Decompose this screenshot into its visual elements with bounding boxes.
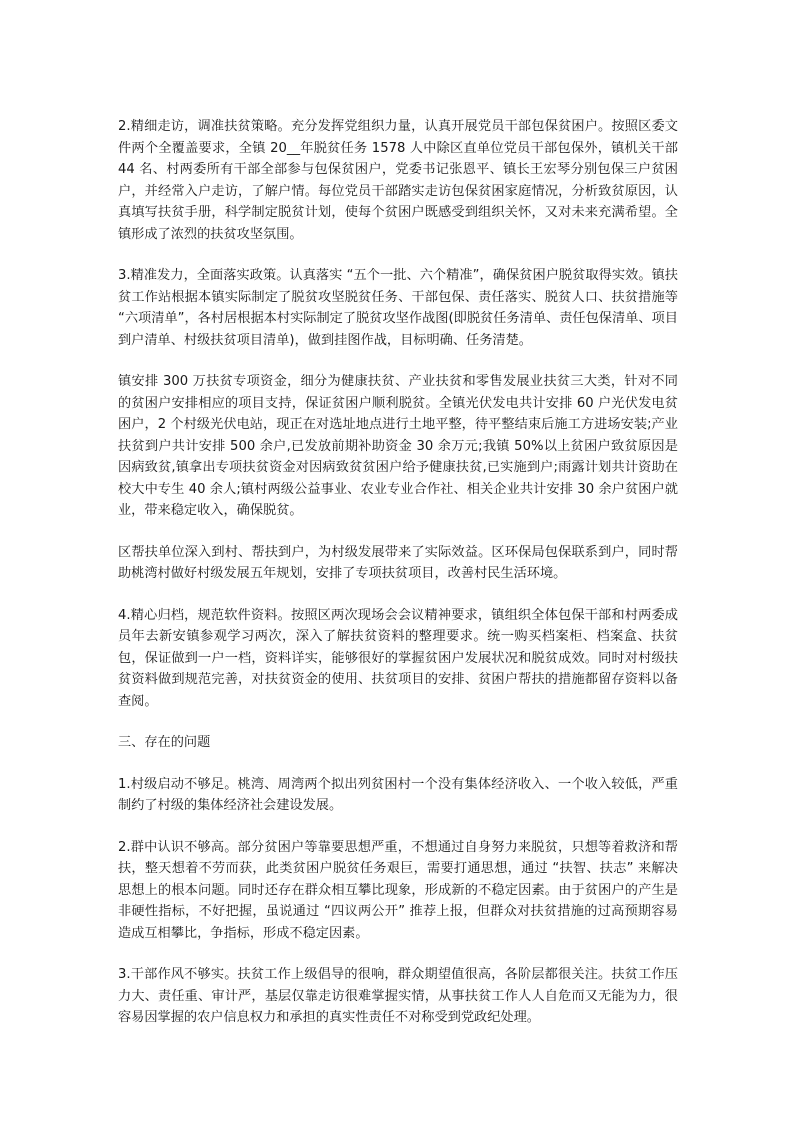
paragraph-precise-visits: 2.精细走访，调准扶贫策略。充分发挥党组织力量，认真开展党员干部包保贫困户。按照区委文件两个全覆盖要求，全镇 20__年脱贫任务 1578 人中除区直单位党员干部包保外，镇机关干部 44 名、村两委所有干部全部参与包保贫困户，党委书记张恩平、镇长王宏琴分别包保三户贫困户，并经常入户走访，了解户情。每位党员干部踏实走访包保贫困家庭情况，分析致贫原因，认真填写扶贫手册，科学制定脱贫计划，使每个贫困户既感受到组织关怀，又对未来充满希望。全镇形成了浓烈的扶贫攻坚氛围。 <box>118 119 678 242</box>
paragraph-policy-implementation: 3.精准发力，全面落实政策。认真落实 “五个一批、六个精准”，确保贫困户脱贫取得实效。镇扶贫工作站根据本镇实际制定了脱贫攻坚脱贫任务、干部包保、责任落实、脱贫人口、扶贫措施等 “六项清单”，各村居根据本村实际制定了脱贫攻坚作战图(即脱贫任务清单、责任包保清单、项目到户清单、村级扶贫项目清单)，做到挂图作战，目标明确、任务清楚。 <box>118 268 678 348</box>
paragraph-district-assistance: 区帮扶单位深入到村、帮扶到户，为村级发展带来了实际效益。区环保局包保联系到户，同时帮助桃湾村做好村级发展五年规划，安排了专项扶贫项目，改善村民生活环境。 <box>118 544 678 581</box>
problem-item-3: 3.干部作风不够实。扶贫工作上级倡导的很响，群众期望值很高，各阶层都很关注。扶贫工作压力大、责任重、审计严，基层仅靠走访很难掌握实情，从事扶贫工作人人自危而又无能为力，很容易因掌握的农户信息权力和承担的真实性责任不对称受到党政纪处理。 <box>118 967 678 1025</box>
paragraph-special-funds: 镇安排 300 万扶贫专项资金，细分为健康扶贫、产业扶贫和零售发展业扶贫三大类，针对不同的贫困户安排相应的项目支持，保证贫困户顺利脱贫。全镇光伏发电共计安排 60 户光伏发电贫困户，2 个村级光伏电站，现正在对选址地点进行土地平整，待平整结束后施工方进场安装;产业扶贫到户共计安排 500 余户,已发放前期补助资金 30 余万元;我镇 50%以上贫困户致贫原因是因病致贫,镇拿出专项扶贫资金对因病致贫贫困户给予健康扶贫,已实施到户;雨露计划共计资助在校大中专生 40 余人;镇村两级公益事业、农业专业合作社、相关企业共计安排 30 余户贫困户就业，带来稳定收入，确保脱贫。 <box>118 374 678 518</box>
section-heading: 三、存在的问题 <box>118 735 211 750</box>
problem-item-1: 1.村级启动不够足。桃湾、周湾两个拟出列贫困村一个没有集体经济收入、一个收入较低，严重制约了村级的集体经济社会建设发展。 <box>118 776 678 813</box>
document-body <box>118 116 678 1049</box>
paragraph-archiving: 4.精心归档，规范软件资料。按照区两次现场会会议精神要求，镇组织全体包保干部和村两委成员年去新安镇参观学习两次，深入了解扶贫资料的整理要求。统一购买档案柜、档案盒、扶贫包，保证做到一户一档，资料详实，能够很好的掌握贫困户发展状况和脱贫成效。同时对村级扶贫资料做到规范完善，对扶贫资金的使用、扶贫项目的安排、贫困户帮扶的措施都留存资料以备查阅。 <box>118 607 678 709</box>
problem-item-2: 2.群中认识不够高。部分贫困户等靠要思想严重，不想通过自身努力来脱贫，只想等着救济和帮扶，整天想着不劳而获，此类贫困户脱贫任务艰巨，需要打通思想，通过 “扶智、扶志” 来解决思想上的根本问题。同时还存在群众相互攀比现象，形成新的不稳定因素。由于贫困户的产生是非硬性指标，不好把握，虽说通过 “四议两公开” 推荐上报，但群众对扶贫措施的过高预期容易造成互相攀比，争指标，形成不稳定因素。 <box>118 839 678 941</box>
